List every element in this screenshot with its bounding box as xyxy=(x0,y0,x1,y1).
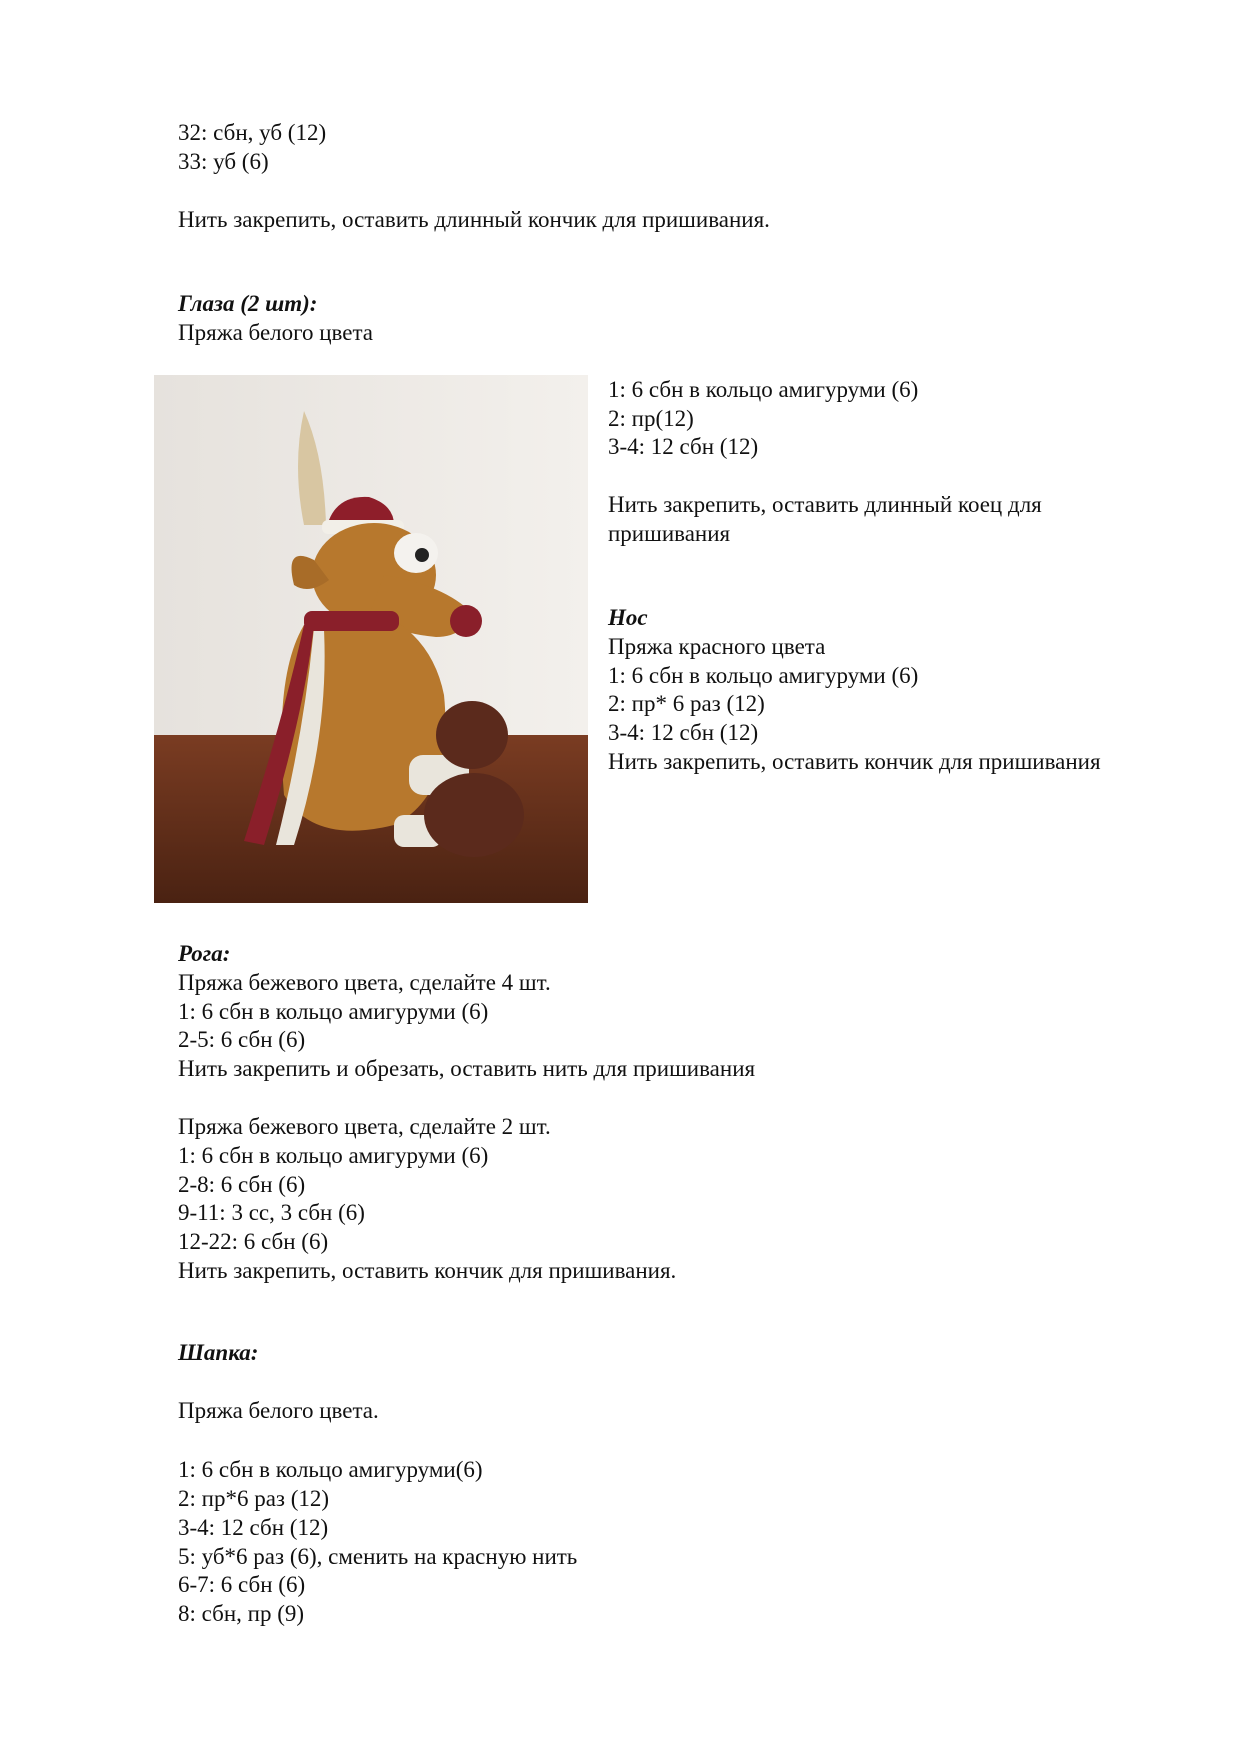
pattern-row: 3-4: 12 сбн (12) xyxy=(178,1515,329,1540)
section-title-nose: Нос xyxy=(608,605,648,630)
yarn-note: Пряжа красного цвета xyxy=(608,634,826,659)
pattern-row: 1: 6 сбн в кольцо амигуруми(6) xyxy=(178,1457,483,1482)
pattern-row: 8: сбн, пр (9) xyxy=(178,1601,305,1626)
yarn-note: Пряжа бежевого цвета, сделайте 4 шт. xyxy=(178,970,551,995)
finish-note: Нить закрепить и обрезать, оставить нить для пришивания xyxy=(178,1056,756,1081)
pattern-row: 2-5: 6 сбн (6) xyxy=(178,1027,306,1052)
reindeer-photo xyxy=(154,375,588,903)
finish-note: Нить закрепить, оставить кончик для пришивания xyxy=(608,749,1101,774)
pattern-row: 1: 6 сбн в кольцо амигуруми (6) xyxy=(608,377,919,402)
pattern-row: 33: уб (6) xyxy=(178,149,269,174)
finish-note: пришивания xyxy=(608,521,731,546)
pattern-row: 1: 6 сбн в кольцо амигуруми (6) xyxy=(178,1143,489,1168)
yarn-note: Пряжа белого цвета xyxy=(178,320,374,345)
section-title-hat: Шапка: xyxy=(178,1340,259,1365)
finish-note: Нить закрепить, оставить кончик для пришивания. xyxy=(178,1258,677,1283)
section-title-eyes: Глаза (2 шт): xyxy=(178,291,318,316)
pattern-row: 9-11: 3 сс, 3 сбн (6) xyxy=(178,1200,365,1225)
pattern-row: 1: 6 сбн в кольцо амигуруми (6) xyxy=(178,999,489,1024)
pattern-row: 2-8: 6 сбн (6) xyxy=(178,1172,306,1197)
pattern-row: 12-22: 6 сбн (6) xyxy=(178,1229,329,1254)
finish-note: Нить закрепить, оставить длинный кончик для пришивания. xyxy=(178,207,770,232)
finish-note: Нить закрепить, оставить длинный коец для xyxy=(608,492,1042,517)
yarn-note: Пряжа белого цвета. xyxy=(178,1398,379,1423)
pattern-row: 2: пр*6 раз (12) xyxy=(178,1486,330,1511)
pattern-row: 3-4: 12 сбн (12) xyxy=(608,434,759,459)
pattern-row: 5: уб*6 раз (6), сменить на красную нить xyxy=(178,1544,578,1569)
yarn-note: Пряжа бежевого цвета, сделайте 2 шт. xyxy=(178,1114,551,1139)
pattern-row: 2: пр* 6 раз (12) xyxy=(608,691,765,716)
pattern-row: 32: сбн, уб (12) xyxy=(178,120,327,145)
pattern-row: 6-7: 6 сбн (6) xyxy=(178,1572,306,1597)
pattern-row: 3-4: 12 сбн (12) xyxy=(608,720,759,745)
section-title-horns: Рога: xyxy=(178,941,231,966)
pattern-row: 1: 6 сбн в кольцо амигуруми (6) xyxy=(608,663,919,688)
pattern-row: 2: пр(12) xyxy=(608,406,694,431)
